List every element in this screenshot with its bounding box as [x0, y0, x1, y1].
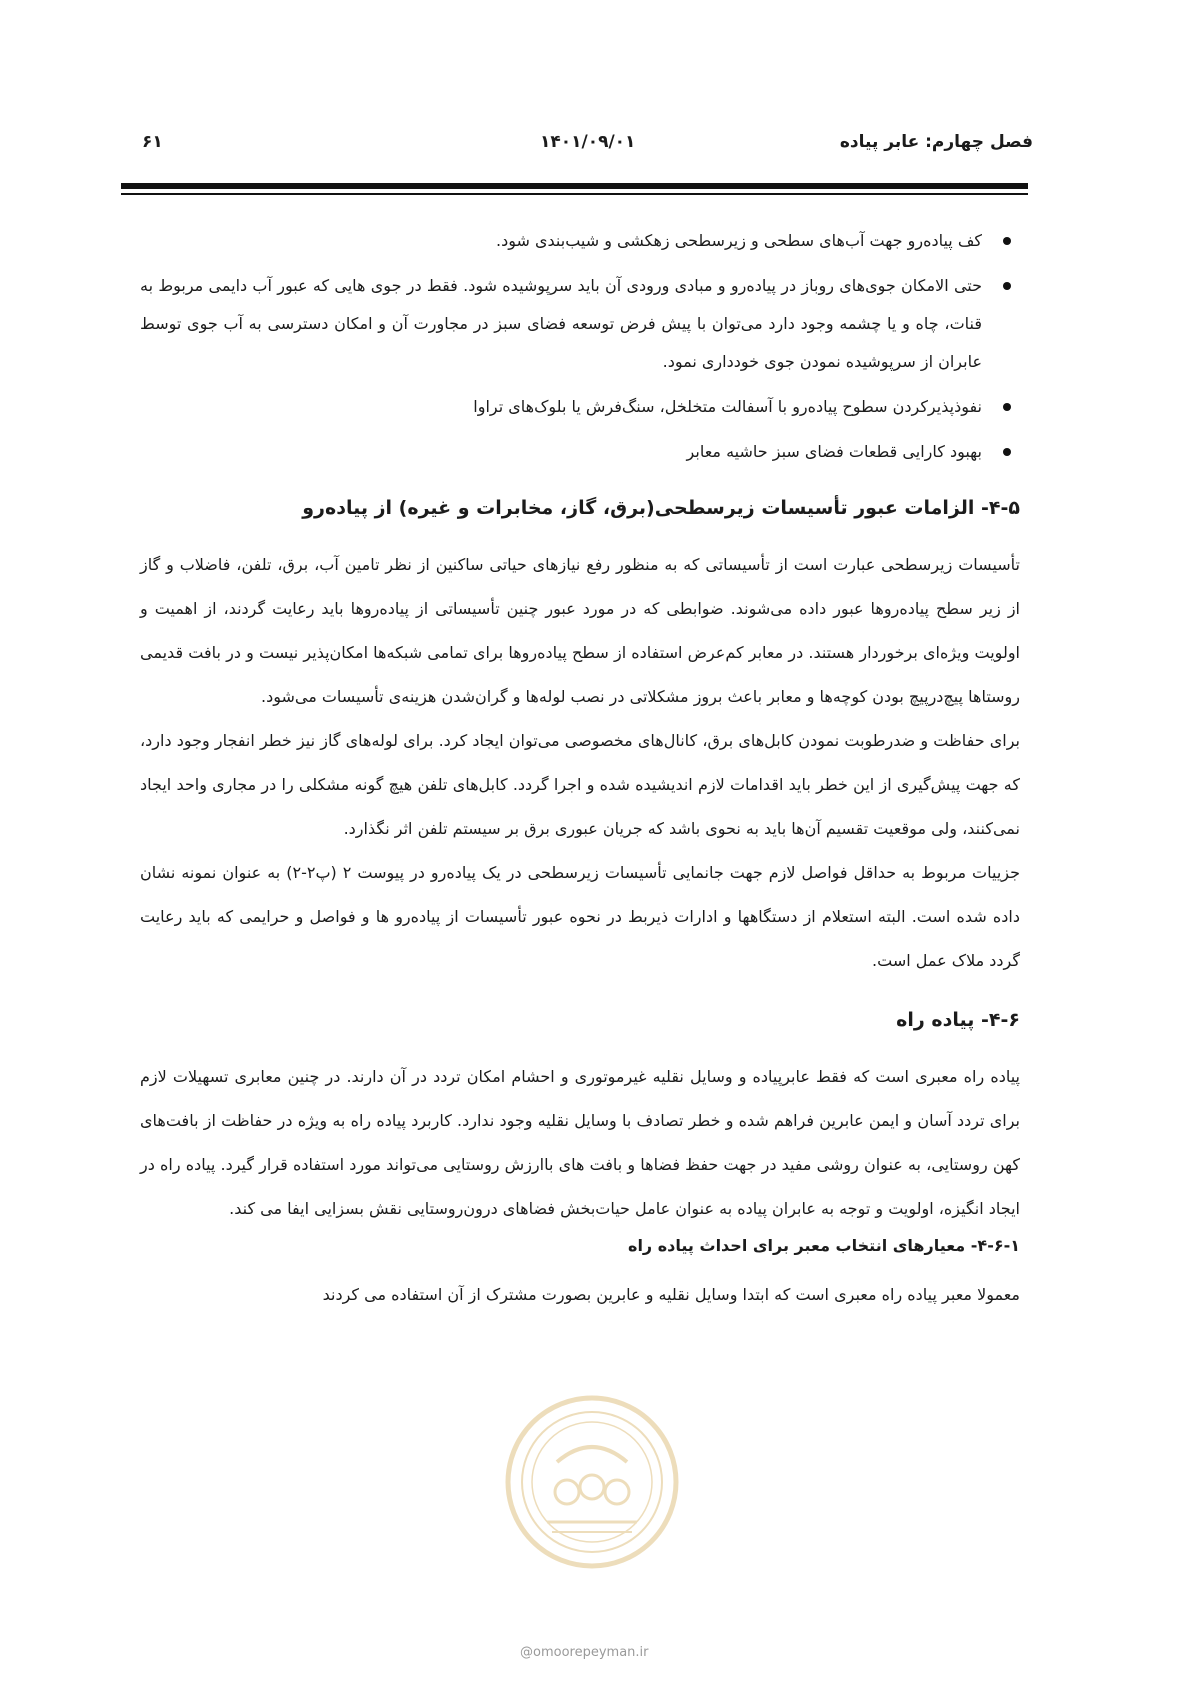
page-body [140, 222, 1020, 1317]
footer-url: @omoorepeyman.ir [520, 1645, 649, 1660]
bullet-list [140, 222, 1020, 471]
section-heading-4-5: ۴-۵- الزامات عبور تأسیسات زیرسطحی(برق، گاز، مخابرات و غیره) از پیاده‌رو [302, 497, 1020, 519]
section-heading-4-6: ۴-۶- پیاده راه [896, 1009, 1020, 1031]
bullet-item [140, 388, 982, 426]
bullet-text: نفوذپذیرکردن سطوح پیاده‌رو با آسفالت متخلخل، سنگ‌فرش یا بلوک‌های تراوا [473, 397, 982, 416]
section-4-5-paragraph-1: تأسیسات زیرسطحی عبارت است از تأسیساتی که به منظور رفع نیازهای حیاتی ساکنین از نظر تامین آب، برق، تلفن، فاضلاب و گاز از زیر سطح پیاده‌روها عبور داده می‌شوند. ضوابطی که در مورد عبور چنین تأسیساتی از پیاده‌روها باید رعایت گردند، از اهمیت و اولویت ویژه‌ای برخوردار هستند. در معابر کم‌عرض استفاده از سطح پیاده‌روها برای تمامی شبکه‌ها امکان‌پذیر نیست و در بافت قدیمی روستاها پیچ‌درپیچ بودن کوچه‌ها و معابر باعث بروز مشکلاتی در نصب لوله‌ها و گران‌شدن هزینه‌ی تأسیسات می‌شود. [140, 555, 1020, 706]
subsection-4-6-1-paragraph: معمولا معبر پیاده راه معبری است که ابتدا وسایل نقلیه و عابرین بصورت مشترک از آن استفاده می کردند [322, 1285, 1020, 1304]
header-rule-thick [121, 183, 1028, 189]
bullet-dot-icon [1003, 237, 1011, 245]
bullet-dot-icon [1003, 448, 1011, 456]
chapter-title: فصل چهارم: عابر پیاده [839, 132, 1033, 152]
bullet-item [140, 267, 982, 381]
section-4-5-paragraph-3: جزییات مربوط به حداقل فواصل لازم جهت جانمایی تأسیسات زیرسطحی در یک پیاده‌رو در پیوست ۲ (پ۲-۲) به عنوان نمونه نشان داده شده است. البته استعلام از دستگاهها و ادارات ذیربط در نحوه عبور تأسیسات از پیاده‌رو ها و فواصل و حرایمی که باید رعایت گردد ملاک عمل است. [140, 863, 1020, 970]
bullet-dot-icon [1003, 403, 1011, 411]
bullet-item [140, 222, 982, 260]
bullet-item [140, 433, 982, 471]
bullet-text: کف پیاده‌رو جهت آب‌های سطحی و زیرسطحی زهکشی و شیب‌بندی شود. [496, 231, 982, 250]
bullet-text: بهبود کارایی قطعات فضای سبز حاشیه معابر [686, 442, 982, 461]
header-date: ۱۴۰۱/۰۹/۰۱ [540, 132, 636, 152]
page-number: ۶۱ [142, 132, 163, 152]
watermark-seal-icon [502, 1392, 682, 1572]
subsection-heading-4-6-1: ۴-۶-۱- معیارهای انتخاب معبر برای احداث پیاده راه [628, 1236, 1020, 1255]
bullet-dot-icon [1003, 282, 1011, 290]
section-4-5-paragraph-2: برای حفاظت و ضدرطوبت نمودن کابل‌های برق، کانال‌های مخصوصی می‌توان ایجاد کرد. برای لوله‌های گاز نیز خطر انفجار وجود دارد، که جهت پیش‌گیری از این خطر باید اقدامات لازم اندیشیده شده و اجرا گردد. کابل‌های تلفن هیچ گونه مشکلی را در مجاری واحد ایجاد نمی‌کنند، ولی موقعیت تقسیم آن‌ها باید به نحوی باشد که جریان عبوری برق بر سیستم تلفن اثر نگذارد. [140, 731, 1020, 838]
bullet-text: حتی الامکان جوی‌های روباز در پیاده‌رو و مبادی ورودی آن باید سرپوشیده شود. فقط در جوی هایی که عبور آب دایمی مربوط به قنات، چاه و یا چشمه وجود دارد می‌توان با پیش فرض توسعه فضای سبز در مجاورت آن و امکان دسترسی به آب جوی توسط عابران از سرپوشیده نمودن جوی خودداری نمود. [140, 276, 982, 371]
section-4-6-paragraph: پیاده راه معبری است که فقط عابرپیاده و وسایل نقلیه غیرموتوری و احشام امکان تردد در آن دارند. در چنین معابری تسهیلات لازم برای تردد آسان و ایمن عابرین فراهم شده و خطر تصادف با وسایل نقلیه وجود ندارد. کاربرد پیاده راه به ویژه در حفاظت از بافت‌های کهن روستایی، به عنوان روشی مفید در جهت حفظ فضاها و بافت های باارزش روستایی می‌تواند مورد استفاده قرار گیرد. پیاده راه در ایجاد انگیزه، اولویت و توجه به عابران پیاده به عنوان عامل حیات‌بخش فضاهای درون‌روستایی نقش بسزایی ایفا می کند. [140, 1067, 1020, 1218]
header-rule-thin [121, 193, 1028, 195]
